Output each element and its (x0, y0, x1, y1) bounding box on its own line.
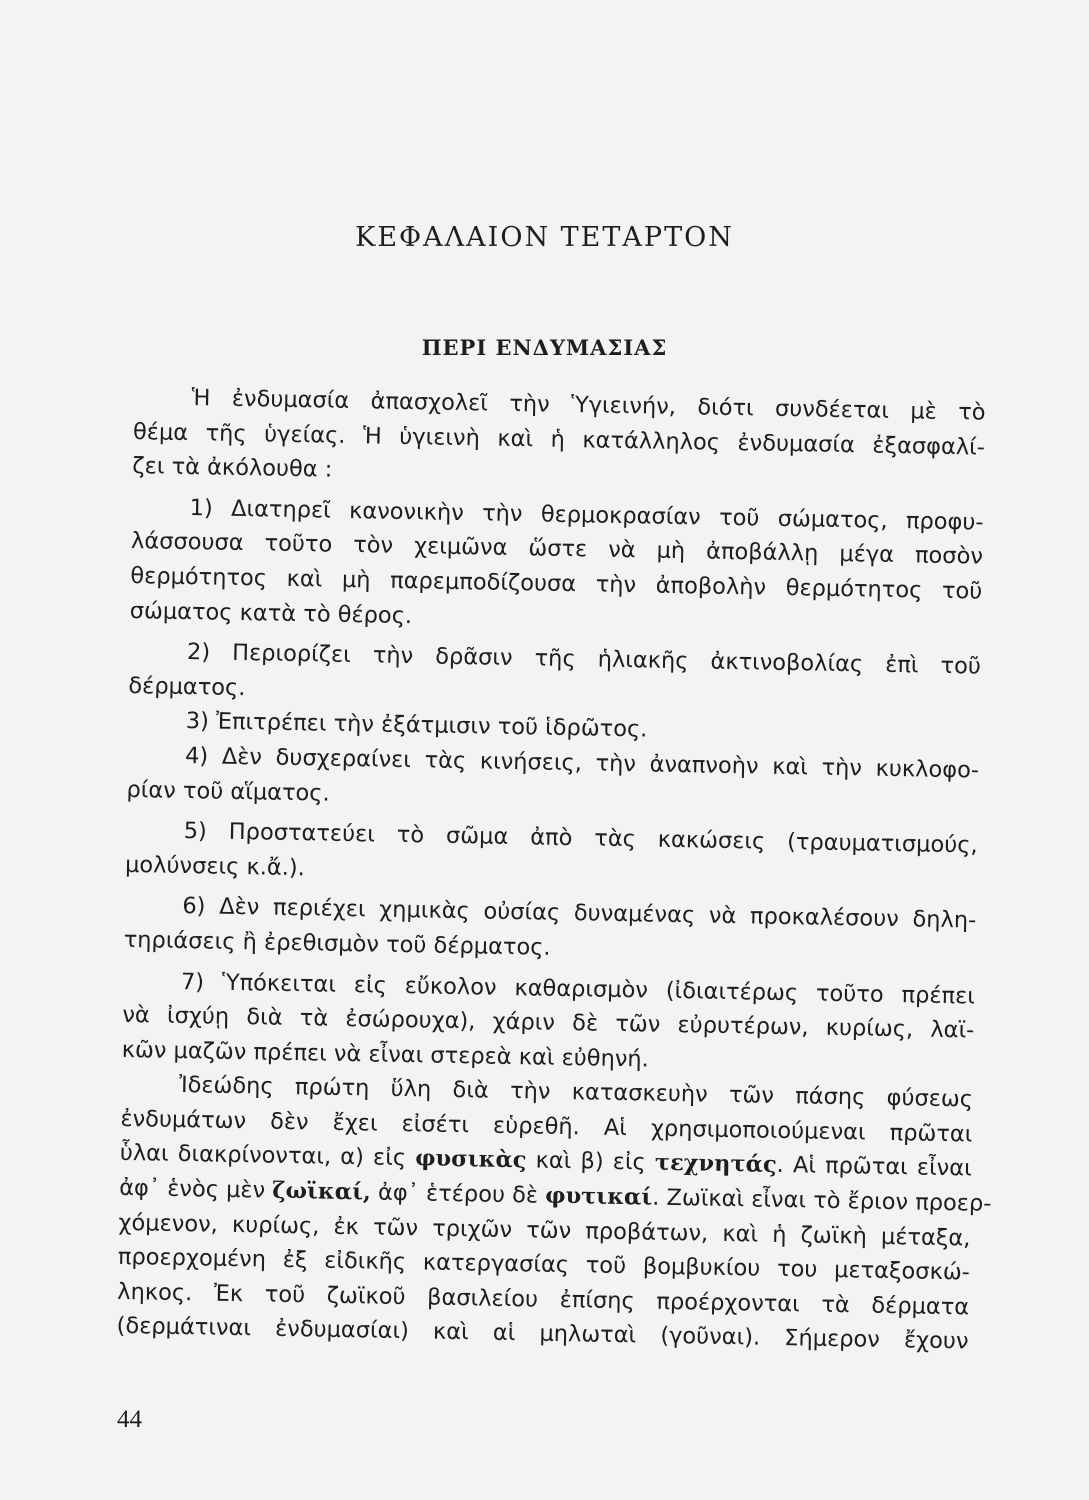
text-line: 4) Δὲν δυσχεραίνει τὰς κινήσεις, τὴν ἀναπνοὴν καὶ τὴν κυκλοφο- (184, 742, 980, 784)
page-number: 44 (117, 1406, 142, 1433)
text-line: χόμενον, κυρίως, ἐκ τῶν τριχῶν τῶν προβάτων, καὶ ἡ ζωϊκὴ μέταξα, (118, 1209, 971, 1252)
text-line: σώματος κατὰ τὸ θέρος. (129, 597, 413, 629)
text-line: θέμα τῆς ὑγείας. Ἡ ὑγιεινὴ καὶ ἡ κατάλληλος ἐνδυμασία ἐξασφαλί- (132, 418, 986, 461)
text-line: μολύνσεις κ.ἄ.). (124, 851, 306, 881)
text-line: 1) Διατηρεῖ κανονικὴν τὴν θερμοκρασίαν τοῦ σώματος, προφυ- (189, 494, 984, 536)
text-line: Ἡ ἐνδυμασία ἀπασχολεῖ τὴν Ὑγιεινήν, διότι συνδέεται μὲ τὸ (191, 385, 986, 426)
paragraph-closing (116, 1067, 992, 1359)
list-item-1 (129, 490, 983, 644)
text-run: ἀφ᾽ ἑτέρου δὲ (377, 1179, 539, 1209)
bold-term: τεχνητάς (654, 1150, 777, 1179)
text-line: ρίαν τοῦ αἵματος. (126, 776, 330, 807)
text-line: 6) Δὲν περιέχει χημικὰς οὐσίας δυναμένας νὰ προκαλέσουν δηλη- (182, 893, 977, 934)
text-run: ἀφ᾽ ἑνὸς μὲν (118, 1174, 266, 1204)
text-run: . Ζωϊκαὶ εἶναι τὸ ἔριον προερ- (652, 1184, 992, 1217)
body-text (116, 380, 992, 1359)
text-line: ἐνδυμάτων δὲν ἔχει εἰσέτι εὑρεθῆ. Αἱ χρησιμοποιούμεναι πρῶται (120, 1105, 973, 1148)
text-run: καὶ β) εἰς (535, 1147, 647, 1176)
bold-term: φυτικαί (544, 1182, 653, 1211)
text-line: προερχομένη ἐξ εἰδικῆς κατεργασίας τοῦ βομβυκίου του μεταξοσκώ- (117, 1244, 971, 1286)
text-line: θερμότητος καὶ μὴ παρεμποδίζουσα τὴν ἀποβολὴν θερμότητος τοῦ (130, 562, 983, 605)
text-line: λάσσουσα τοῦτο τὸν χειμῶνα ὥστε νὰ μὴ ἀποβάλλῃ μέγα ποσὸν (130, 528, 984, 570)
text-line: νὰ ἰσχύῃ διὰ τὰ ἐσώρουχα), χάριν δὲ τῶν εὐρυτέρων, κυρίως, λαϊ- (122, 1001, 975, 1044)
bold-term: ζωϊκαί, (272, 1177, 372, 1206)
list-item-7 (121, 963, 975, 1082)
text-line: 3) Ἐπιτρέπει τὴν ἐξάτμισιν τοῦ ἱδρῶτος. (185, 708, 648, 743)
text-line: ζει τὰ ἀκόλουθα : (132, 453, 333, 483)
text-run: ὗλαι διακρίνονται, α) εἰς (119, 1140, 407, 1172)
text-line: κῶν μαζῶν πρέπει νὰ εἶναι στερεὰ καὶ εὐθηνή. (121, 1036, 650, 1073)
text-line: ληκος. Ἐκ τοῦ ζωϊκοῦ βασιλείου ἐπίσης προέρχονται τὰ δέρματα (117, 1278, 970, 1321)
bold-term: φυσικὰς (414, 1145, 527, 1174)
chapter-title: ΚΕΦΑΛΑΙΟΝ ΤΕΤΑΡΤΟΝ (355, 222, 734, 253)
section-title: ΠΕΡΙ ΕΝΔΥΜΑΣΙΑΣ (421, 335, 668, 360)
text-line: δέρματος. (128, 672, 246, 701)
text-run: . Αἱ πρῶται εἶναι (776, 1152, 972, 1182)
text-line: τηριάσεις ἢ ἐρεθισμὸν τοῦ δέρματος. (123, 926, 551, 961)
text-line: (δερμάτιναι ἐνδυμασίαι) καὶ αἱ μηλωταὶ (γοῦναι). Σήμερον ἔχουν (116, 1313, 969, 1355)
text-line: 2) Περιορίζει τὴν δρᾶσιν τῆς ἡλιακῆς ἀκτινοβολίας ἐπὶ τοῦ (186, 639, 982, 680)
text-line: Ἰδεώδης πρώτη ὕλη διὰ τὴν κατασκευὴν τῶν πάσης φύσεως (178, 1072, 974, 1113)
text-line: 7) Ὑπόκειται εἰς εὔκολον καθαρισμὸν (ἰδιαιτέρως τοῦτο πρέπει (180, 968, 976, 1010)
paragraph-intro (132, 380, 986, 499)
text-line: 5) Προστατεύει τὸ σῶμα ἀπὸ τὰς κακώσεις (τραυματισμούς, (183, 818, 978, 859)
